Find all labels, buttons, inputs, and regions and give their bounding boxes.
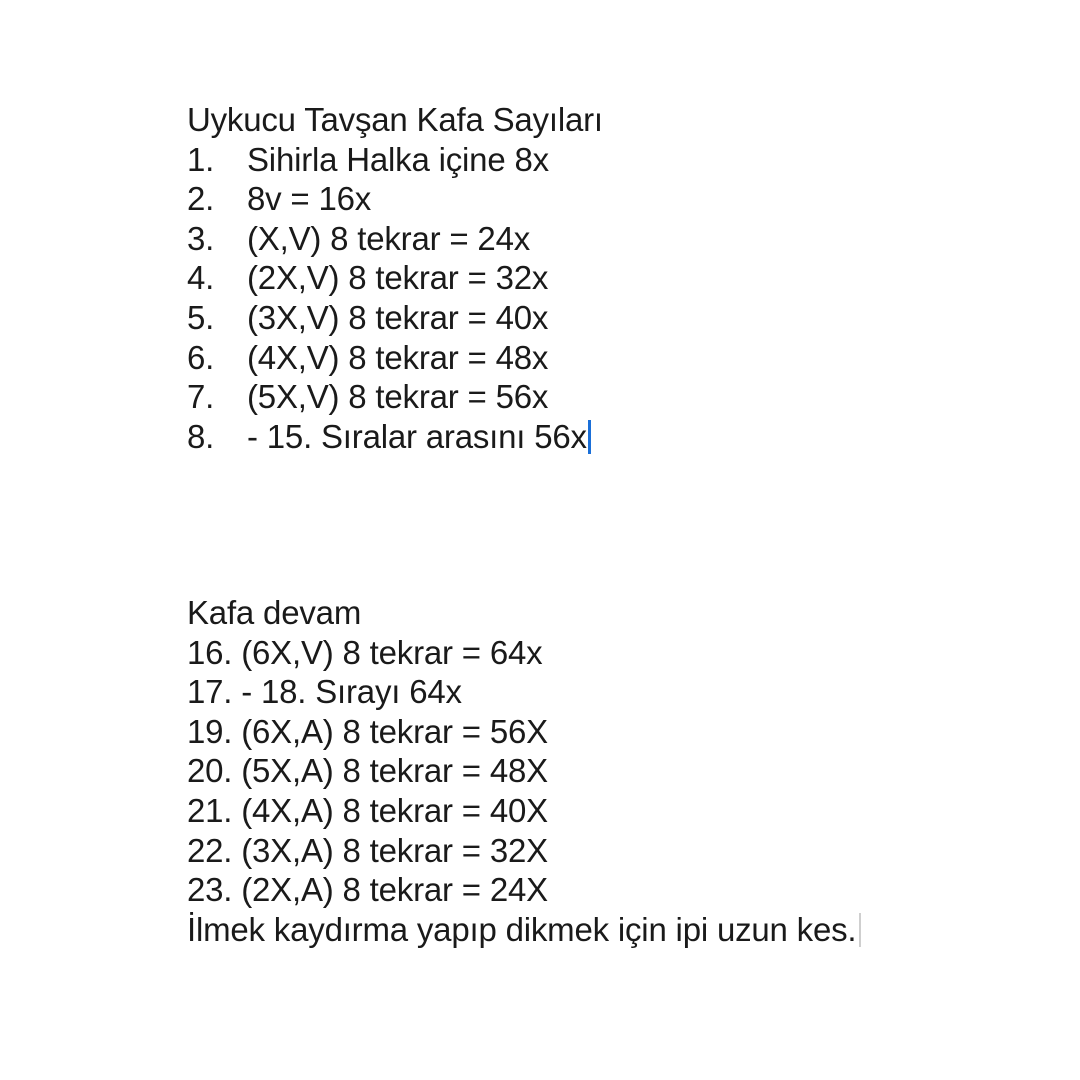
section-title: Uykucu Tavşan Kafa Sayıları (187, 101, 603, 138)
list-item-text: (5X,V) 8 tekrar = 56x (247, 378, 549, 416)
footer-note-text: İlmek kaydırma yapıp dikmek için ipi uzun kes. (187, 910, 857, 948)
list-item (187, 377, 1047, 417)
list-item: 21. (4X,A) 8 tekrar = 40X (187, 791, 548, 829)
list-item (187, 258, 1047, 298)
list-item-number: 6. (187, 338, 215, 376)
list-item-text: (3X,V) 8 tekrar = 40x (247, 298, 549, 336)
list-item-text: (X,V) 8 tekrar = 24x (247, 219, 531, 257)
list-item-number: 8. (187, 417, 215, 455)
list-item (187, 179, 1047, 219)
list-item-number: 4. (187, 259, 215, 297)
list-item-text: (2X,V) 8 tekrar = 32x (247, 259, 549, 297)
list-item (187, 338, 1047, 378)
list-item-text: Sihirla Halka içine 8x (247, 140, 549, 178)
list-item: 22. (3X,A) 8 tekrar = 32X (187, 831, 548, 869)
list-item-number: 5. (187, 298, 215, 336)
footer-note (187, 910, 1067, 950)
list-item-number: 1. (187, 140, 215, 178)
list-item: 16. (6X,V) 8 tekrar = 64x (187, 633, 543, 671)
list-item-number: 2. (187, 180, 215, 218)
document-section-head-continued (187, 593, 1067, 949)
list-item (187, 140, 1047, 180)
list-item-text: 8v = 16x (247, 180, 372, 218)
list-item-number: 7. (187, 378, 215, 416)
section-title: Kafa devam (187, 594, 362, 631)
list-item (187, 417, 1047, 457)
text-cursor-faint (859, 913, 861, 947)
list-item: 20. (5X,A) 8 tekrar = 48X (187, 752, 548, 790)
list-item-number: 3. (187, 219, 215, 257)
text-cursor (588, 420, 591, 454)
list-item (187, 219, 1047, 259)
list-item: 17. - 18. Sırayı 64x (187, 673, 462, 711)
list-item: 23. (2X,A) 8 tekrar = 24X (187, 871, 548, 909)
document-section-head-counts (187, 100, 1047, 456)
list-item-text: (4X,V) 8 tekrar = 48x (247, 338, 549, 376)
list-item: 19. (6X,A) 8 tekrar = 56X (187, 712, 548, 750)
list-item-text: - 15. Sıralar arasını 56x (247, 417, 587, 455)
list-item (187, 298, 1047, 338)
